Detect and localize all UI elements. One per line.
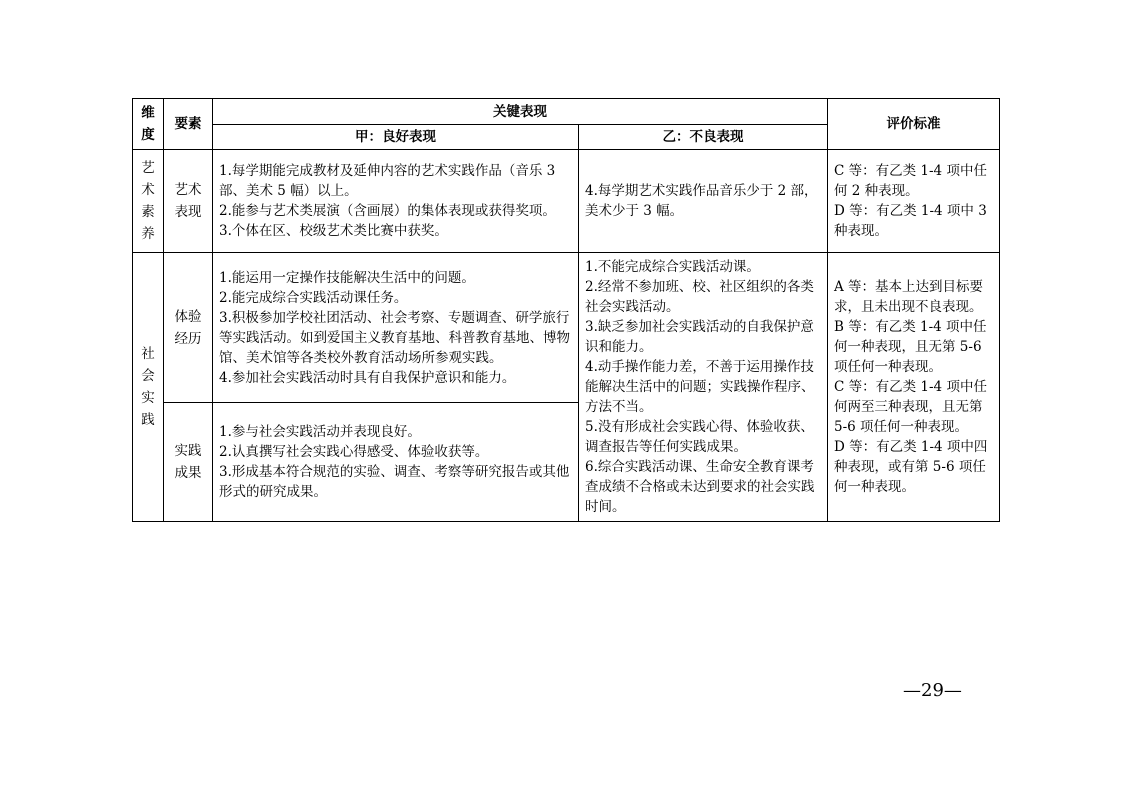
social-criteria-item: B 等：有乙类 1-4 项中任何一种表现，且无第 5-6 项任何一种表现。	[834, 319, 987, 375]
art-good-item: 2.能参与艺术类展演（含画展）的集体表现或获得奖项。	[219, 203, 556, 219]
social-experience-good	[213, 253, 579, 403]
art-criteria-item: C 等：有乙类 1-4 项中任何 2 种表现。	[834, 163, 987, 199]
page-number: —29—	[903, 680, 962, 701]
evaluation-table	[132, 98, 1000, 522]
art-row	[133, 150, 1000, 253]
art-dimension: 艺术素养	[133, 150, 164, 253]
social-experience-row	[133, 253, 1000, 403]
art-good-item: 1.每学期能完成教材及延伸内容的艺术实践作品（音乐 3 部、美术 5 幅）以上。	[219, 163, 556, 199]
social-results-element: 实践成果	[164, 403, 213, 522]
social-dimension: 社会实践	[133, 253, 164, 522]
social-bad-item: 3.缺乏参加社会实践活动的自我保护意识和能力。	[585, 319, 814, 355]
social-experience-good-item: 3.积极参加学校社团活动、社会考察、专题调查、研学旅行等实践活动。如到爱国主义教育基地、科普教育基地、博物馆、美术馆等各类校外教育活动场所参观实践。	[219, 309, 570, 366]
art-good-item: 3.个体在区、校级艺术类比赛中获奖。	[219, 223, 448, 239]
header-row-1	[133, 99, 1000, 125]
header-good: 甲：良好表现	[213, 125, 579, 150]
art-criteria-item: D 等：有乙类 1-4 项中 3 种表现。	[834, 203, 987, 239]
art-element: 艺术表现	[164, 150, 213, 253]
header-criteria: 评价标准	[828, 99, 1000, 150]
social-results-good-item: 3.形成基本符合规范的实验、调查、考察等研究报告或其他形式的研究成果。	[219, 464, 570, 500]
social-bad-item: 1.不能完成综合实践活动课。	[585, 259, 760, 275]
social-criteria-item: D 等：有乙类 1-4 项中四种表现，或有第 5-6 项任何一种表现。	[834, 439, 988, 495]
art-criteria	[828, 150, 1000, 253]
social-bad-item: 4.动手操作能力差，不善于运用操作技能解决生活中的问题；实践操作程序、方法不当。	[585, 359, 815, 415]
social-results-good-item: 1.参与社会实践活动并表现良好。	[219, 424, 421, 440]
header-key-performance: 关键表现	[213, 99, 828, 125]
art-bad	[579, 150, 828, 253]
header-element: 要素	[164, 99, 213, 150]
social-criteria-item: C 等：有乙类 1-4 项中任何两至三种表现，且无第 5-6 项任何一种表现。	[834, 379, 987, 435]
social-experience-element: 体验经历	[164, 253, 213, 403]
header-dimension: 维度	[133, 99, 164, 150]
social-criteria-item: A 等：基本上达到目标要求，且未出现不良表现。	[834, 279, 984, 315]
art-bad-item: 4.每学期艺术实践作品音乐少于 2 部，美术少于 3 幅。	[585, 183, 818, 219]
social-experience-good-item: 4.参加社会实践活动时具有自我保护意识和能力。	[219, 369, 516, 386]
header-bad: 乙：不良表现	[579, 125, 828, 150]
social-bad	[579, 253, 828, 522]
social-experience-good-item: 1.能运用一定操作技能解决生活中的问题。	[219, 269, 475, 286]
social-criteria	[828, 253, 1000, 522]
social-bad-item: 6.综合实践活动课、生命安全教育课考查成绩不合格或未达到要求的社会实践时间。	[585, 459, 815, 515]
art-good	[213, 150, 579, 253]
social-experience-good-item: 2.能完成综合实践活动课任务。	[219, 289, 408, 306]
social-results-good-item: 2.认真撰写社会实践心得感受、体验收获等。	[219, 444, 489, 460]
social-bad-item: 2.经常不参加班、校、社区组织的各类社会实践活动。	[585, 279, 814, 315]
social-bad-item: 5.没有形成社会实践心得、体验收获、调查报告等任何实践成果。	[585, 419, 814, 455]
social-results-good	[213, 403, 579, 522]
